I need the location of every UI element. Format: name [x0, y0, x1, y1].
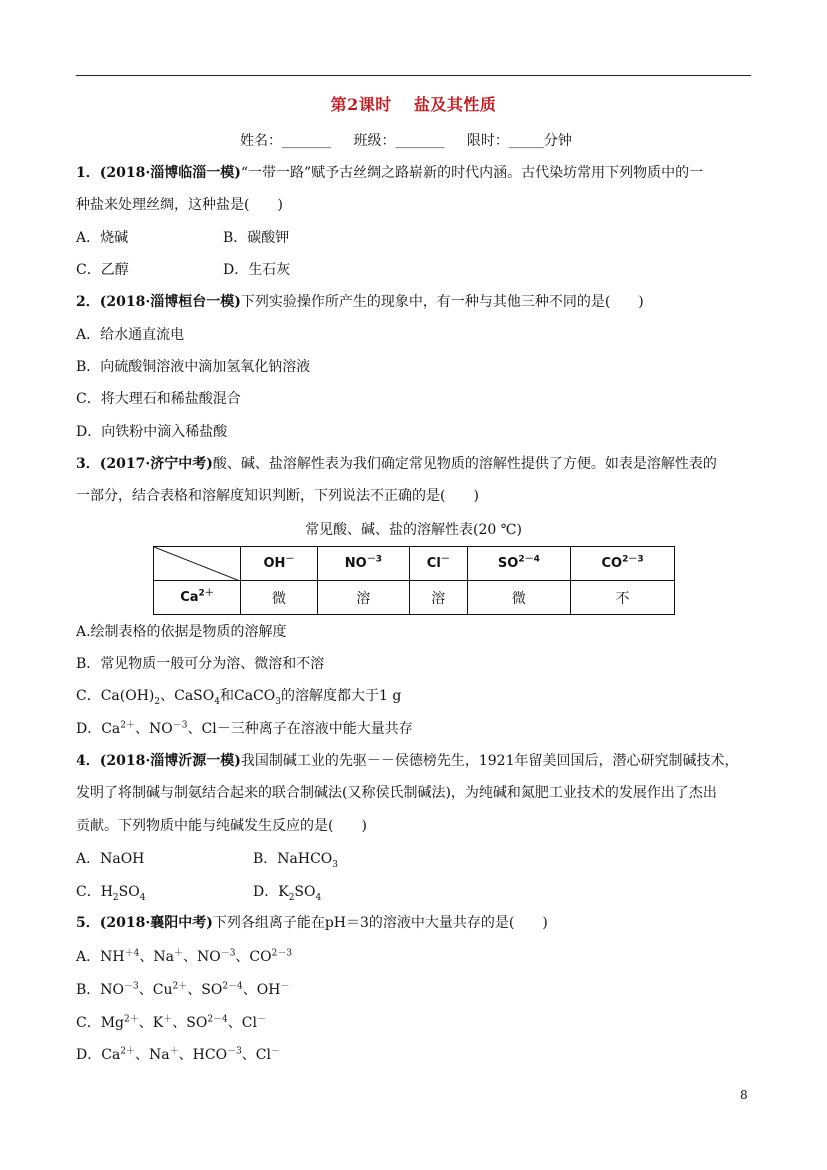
name-field: 姓名：_______: [240, 133, 331, 149]
time-limit-field: 限时：_____分钟: [466, 133, 572, 149]
ion-charge: －3: [227, 1046, 242, 1057]
header-co3: $CO^{2-3}$: [571, 547, 675, 581]
title-topic: 盐及其性质: [413, 95, 497, 114]
ion-charge: 2－4: [222, 981, 243, 992]
q1-text1: “一带一路”赋予古丝绸之路崭新的时代内涵。古代染坊常用下列物质中的一: [240, 165, 704, 181]
q5-text: 下列各组离子能在pH＝3的溶液中大量共存的是( ): [212, 915, 548, 931]
table-cell: 溶: [317, 581, 409, 615]
row-label-ca: $Ca^{2+}$: [154, 581, 241, 615]
solubility-table: [153, 546, 675, 615]
q5-option-d: D．$Ca^{2+}$、Na＋、$HCO^{-3}$、Cl－: [76, 1046, 281, 1063]
ion-charge: ＋: [173, 948, 183, 959]
q2-text: 下列实验操作所产生的现象中，有一种与其他三种不同的是( ): [240, 294, 644, 310]
table-corner-cell: [154, 547, 241, 581]
q4-stem-line3: 贡献。下列物质中能与纯碱发生反应的是( ): [76, 818, 367, 834]
q4-stem-line1: [76, 751, 738, 771]
ion-symbol: Cl: [241, 1015, 257, 1031]
ion-charge: 2＋: [172, 981, 188, 992]
q1-number: 1．: [76, 165, 100, 181]
ion-symbol: NO: [100, 982, 125, 998]
table-cell: 微: [467, 581, 570, 615]
q2-option-b: B．向硫酸铜溶液中滴加氢氧化钠溶液: [76, 359, 311, 375]
ion-symbol: CO: [249, 949, 272, 965]
q5-option-b: B．$NO^{-3}$、$Cu^{2+}$、$SO^{2-4}$、OH－: [76, 981, 290, 998]
table-cell: 不: [571, 581, 675, 615]
ion-charge: －: [256, 1014, 266, 1025]
header-oh: OH－: [241, 547, 318, 581]
header-no3: $NO^{-3}$: [317, 547, 409, 581]
table-row: [154, 581, 675, 615]
q4-option-a: A．NaOH: [76, 851, 145, 867]
q1-option-b: B．碳酸钾: [223, 230, 290, 246]
ion-symbol: NH: [100, 949, 125, 965]
q3-option-b: B．常见物质一般可分为溶、微溶和不溶: [76, 656, 325, 672]
ion-symbol: NO: [196, 949, 221, 965]
q4-option-d: D．$K_2SO_4$: [253, 884, 322, 903]
header-cl: Cl－: [409, 547, 467, 581]
q2-option-d: D．向铁粉中滴入稀盐酸: [76, 424, 228, 440]
ion-symbol: HCO: [192, 1047, 228, 1063]
ion-charge: 2－4: [207, 1014, 228, 1025]
diagonal-line-icon: [154, 547, 240, 581]
ion-charge: －3: [124, 981, 139, 992]
ion-symbol: K: [152, 1015, 164, 1031]
ion-symbol: SO: [186, 1015, 208, 1031]
ion-charge: ＋4: [124, 948, 140, 959]
q1-source: (2018·淄博临淄一模): [99, 165, 241, 181]
q3-number: 3．: [76, 456, 100, 472]
q2-stem: [76, 292, 644, 312]
ion-charge: －3: [220, 948, 236, 959]
q2-option-a: A．给水通直流电: [76, 327, 185, 343]
ion-charge: ＋: [169, 1046, 179, 1057]
ion-charge: ＋: [163, 1014, 173, 1025]
q4-stem-line2: 发明了将制碱与制氨结合起来的联合制碱法(又称侯氏制碱法)，为纯碱和氮肥工业技术的发展作出了杰出: [76, 785, 717, 801]
q4-option-c: C．$H_2SO_4$: [76, 884, 146, 903]
page-title: [0, 92, 827, 115]
header-so4: $SO^{2-4}$: [467, 547, 570, 581]
q1-option-c: C．乙醇: [76, 262, 129, 278]
table-caption: 常见酸、碱、盐的溶解性表(20 ℃): [305, 522, 522, 538]
ion-symbol: Ca: [101, 1047, 121, 1063]
q5-number: 5．: [76, 915, 100, 931]
q3-stem-line1: [76, 454, 717, 474]
q2-number: 2．: [76, 294, 100, 310]
table-header-row: [154, 547, 675, 581]
student-info: [240, 130, 572, 150]
ion-symbol: Na: [149, 1047, 170, 1063]
ion-charge: 2－3: [271, 948, 293, 959]
q1-option-a: A．烧碱: [76, 230, 129, 246]
q3-option-d: D．$Ca^{2+}$、$NO^{-3}$、Cl－三种离子在溶液中能大量共存: [76, 720, 413, 737]
q5-source: (2018·襄阳中考): [99, 915, 213, 931]
q3-text1: 酸、碱、盐溶解性表为我们确定常见物质的溶解性提供了方便。如表是溶解性表的: [212, 456, 717, 472]
class-field: 班级：_______: [353, 133, 445, 149]
ion-charge: 2＋: [124, 1014, 139, 1025]
ion-symbol: Cl: [255, 1047, 271, 1063]
q5-option-c: C．$Mg^{2+}$、K＋、$SO^{2-4}$、Cl－: [76, 1014, 266, 1031]
ion-symbol: OH: [256, 982, 281, 998]
ion-symbol: Na: [153, 949, 174, 965]
table-cell: 溶: [409, 581, 467, 615]
ion-symbol: Cu: [152, 982, 173, 998]
q5-stem: [76, 913, 548, 933]
q1-stem-line2: 种盐来处理丝绸，这种盐是( ): [76, 197, 283, 213]
q3-option-a: A.绘制表格的依据是物质的溶解度: [76, 624, 287, 640]
ion-symbol: Mg: [100, 1015, 125, 1031]
q4-source: (2018·淄博沂源一模): [99, 753, 241, 769]
ion-charge: －: [271, 1046, 281, 1057]
q4-option-b: B．NaHCO$_3$: [253, 851, 339, 870]
q2-option-c: C．将大理石和稀盐酸混合: [76, 391, 241, 407]
header-rule: [76, 75, 751, 76]
q2-source: (2018·淄博桓台一模): [99, 294, 241, 310]
q4-number: 4．: [76, 753, 100, 769]
q1-stem-line1: [76, 163, 703, 183]
table-cell: 微: [241, 581, 318, 615]
page-number: 8: [740, 1088, 748, 1102]
q3-source: (2017·济宁中考): [99, 456, 213, 472]
q3-option-c: C．$Ca(OH)_2$、CaSO$_4$和CaCO$_3$的溶解度都大于1 g: [76, 688, 402, 707]
q5-option-a: A．$NH^{+4}$、Na＋、$NO^{-3}$、$CO^{2-3}$: [76, 948, 293, 965]
q4-text1: 我国制碱工业的先驱－－侯德榜先生，1921年留美回国后，潜心研究制碱技术，: [240, 753, 739, 769]
ion-symbol: SO: [201, 982, 223, 998]
q1-option-d: D．生石灰: [223, 262, 291, 278]
q3-stem-line2: 一部分，结合表格和溶解度知识判断，下列说法不正确的是( ): [76, 488, 479, 504]
ion-charge: 2＋: [120, 1046, 136, 1057]
ion-charge: －: [280, 981, 290, 992]
title-lesson: 第2课时: [330, 95, 392, 114]
